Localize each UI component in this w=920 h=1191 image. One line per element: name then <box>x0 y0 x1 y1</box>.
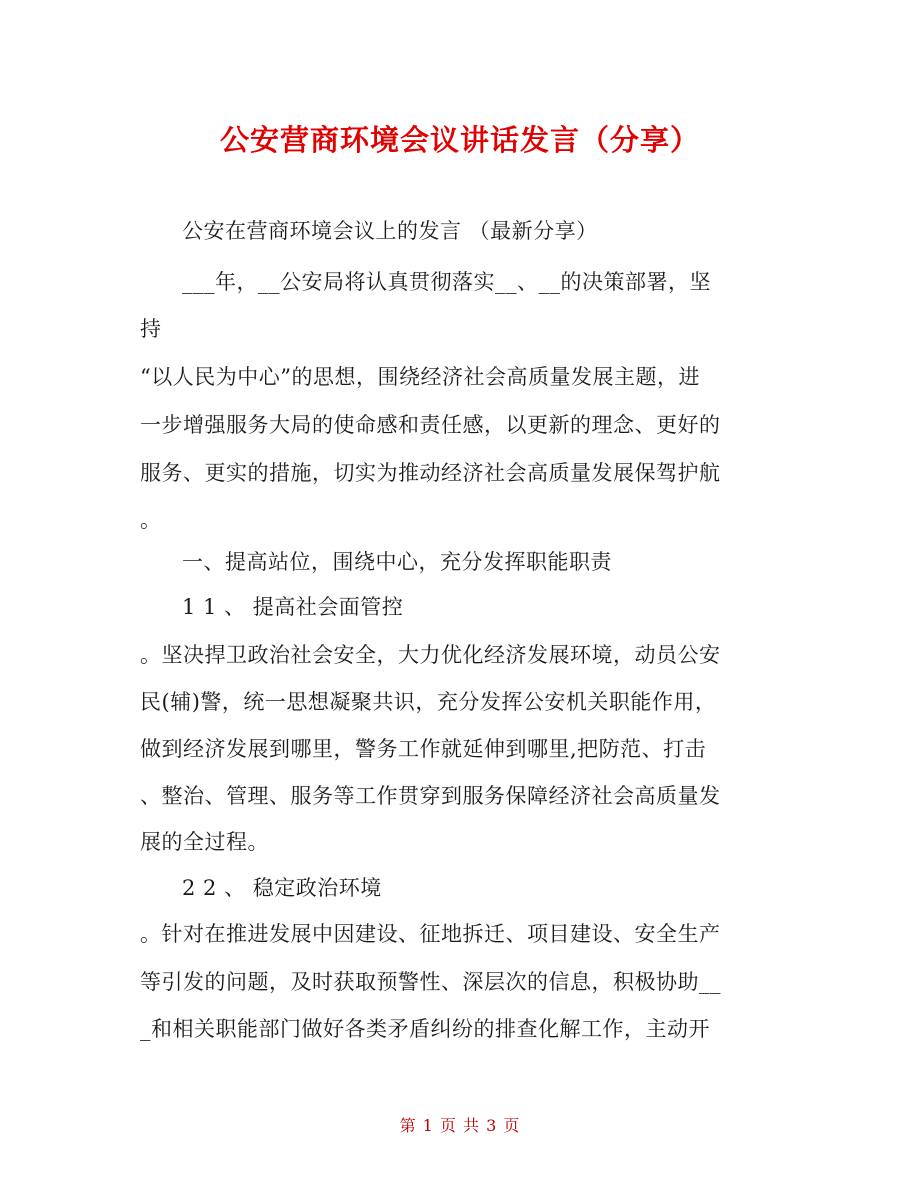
paragraph-line: 民(辅)警，统一思想凝聚共识，充分发挥公安机关职能作用， <box>140 690 717 714</box>
paragraph-line: 。 <box>140 508 162 532</box>
paragraph-line: 持 <box>140 317 162 341</box>
document-title: 公安营商环境会议讲话发言（分享） <box>219 123 700 157</box>
paragraph-line: 。坚决捍卫政治社会安全，大力优化经济发展环境，动员公安 <box>140 643 721 667</box>
paragraph-line: 。针对在推进发展中因建设、征地拆迁、项目建设、安全生产 <box>140 922 721 946</box>
paragraph-line: 等引发的问题，及时获取预警性、深层次的信息，积极协助__ <box>140 970 721 994</box>
paragraph-line: 一步增强服务大局的使命感和责任感，以更新的理念、更好的 <box>140 413 721 437</box>
section-heading: 一、提高站位，围绕中心，充分发挥职能职责 <box>182 550 612 574</box>
paragraph-line: 展的全过程。 <box>140 830 269 854</box>
paragraph-line: 公安在营商环境会议上的发言 （最新分享） <box>182 219 598 243</box>
paragraph-line: 服务、更实的措施，切实为推动经济社会高质量发展保驾护航 <box>140 461 721 485</box>
paragraph-line: “以人民为中心”的思想，围绕经济社会高质量发展主题，进 <box>140 365 700 389</box>
paragraph-line: 做到经济发展到哪里，警务工作就延伸到哪里,把防范、打击 <box>140 737 707 761</box>
paragraph-line: 、整治、管理、服务等工作贯穿到服务保障经济社会高质量发 <box>140 784 721 808</box>
page-number-footer: 第 1 页 共 3 页 <box>399 1116 521 1135</box>
subsection-heading: 1 1 、 提高社会面管控 <box>182 595 404 619</box>
paragraph-line: ___年，__公安局将认真贯彻落实__、__的决策部署，坚 <box>182 270 711 294</box>
paragraph-line: _和相关职能部门做好各类矛盾纠纷的排查化解工作，主动开 <box>140 1017 710 1041</box>
subsection-heading: 2 2 、 稳定政治环境 <box>182 876 382 900</box>
